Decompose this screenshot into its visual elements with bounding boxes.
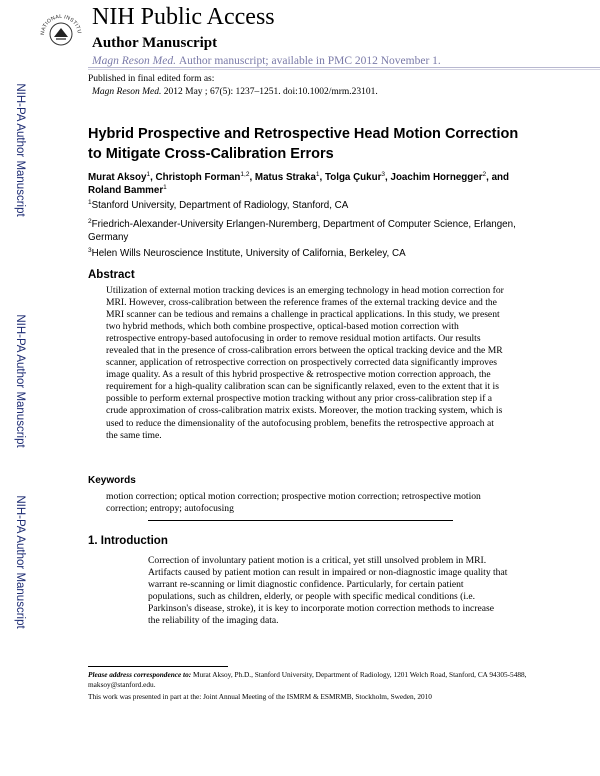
- header-availability-note: [92, 54, 441, 68]
- header-note-journal: Magn Reson Med.: [92, 55, 176, 67]
- author-separator: ,: [319, 172, 325, 183]
- publication-citation: [88, 86, 378, 99]
- article-title: Hybrid Prospective and Retrospective Head Motion Correction to Mitigate Cross-Calibration Errors: [88, 126, 519, 162]
- affiliation-2: [88, 218, 528, 244]
- affiliation-text: Helen Wills Neuroscience Institute, University of California, Berkeley, CA: [91, 248, 406, 259]
- affiliation-1: [88, 199, 528, 212]
- affiliation-number: 1: [88, 199, 92, 206]
- presentation-footnote: This work was presented in part at the: Joint Annual Meeting of the ISMRM & ESMRMB, Stockholm, Sweden, 2010: [88, 692, 432, 701]
- section-divider: [148, 520, 453, 521]
- affiliation-3: [88, 247, 528, 260]
- author-name: Joachim Hornegger: [390, 172, 483, 183]
- affiliation-text: Stanford University, Department of Radiology, Stanford, CA: [91, 200, 349, 211]
- header-rule-secondary: [88, 69, 600, 70]
- affiliation-text: Friedrich-Alexander-University Erlangen-Nuremberg, Department of Computer Science, Erlangen, Germany: [88, 219, 516, 243]
- publication-line1: Published in final edited form as:: [88, 74, 215, 84]
- header-title: NIH Public Access: [92, 4, 275, 30]
- correspondence-text: Murat Aksoy, Ph.D., Stanford University, Department of Radiology, 1201 Welch Road, Stanford, CA 94305-5488, maksoy@stanford.edu.: [88, 670, 527, 689]
- abstract-text: Utilization of external motion tracking devices is an emerging technology in head motion correction for MRI. However, cross-calibration between the reference frames of the external tracking device and the MRI scanner can be tedious and remains a challenge in practical applications. In this study, we present two hybrid methods, which both combine prospective, optical-based motion correction with retrospective entropy-based autofocusing in order to remove residual motion artifacts. Our results revealed that in the presence of cross-calibration errors between the optical tracking device and the MR scanner, application of retrospective correction on prospectively corrected data significantly improves image quality. As a result of this hybrid prospective & retrospective motion correction approach, the requirement for a high-quality calibration scan can be significantly relaxed, even to the extent that it is possible to perform external prospective motion tracking without any prior cross-calibration step if a crude approximation of cross-calibration matrix exists. Moreover, the motion tracking system, which is used to reduce the dimensionality of the autofocusing problem, benefits the retrospective approach at the same time.: [106, 285, 504, 441]
- author-affiliation-mark: 1: [163, 184, 167, 191]
- header-subtitle: Author Manuscript: [92, 35, 218, 51]
- nih-pa-sidebar: NIH-PA Author Manuscript NIH-PA Author Manuscript NIH-PA Author Manuscript: [14, 83, 26, 629]
- footnote-rule: [88, 666, 228, 667]
- author-affiliation-mark: 1,2: [240, 171, 250, 178]
- correspondence-label: Please address correspondence to:: [88, 670, 192, 679]
- correspondence-footnote: [88, 670, 538, 690]
- affiliation-number: 3: [88, 247, 92, 254]
- publication-journal: Magn Reson Med.: [92, 86, 162, 97]
- abstract-heading: Abstract: [88, 269, 135, 281]
- introduction-heading: 1. Introduction: [88, 535, 168, 547]
- author-separator: ,: [249, 172, 255, 183]
- author-affiliation-mark: 2: [482, 171, 487, 178]
- affiliation-number: 2: [88, 218, 92, 225]
- logo-text: NATIONAL INSTITU: [39, 13, 83, 36]
- author-affiliation-mark: 3: [381, 171, 386, 178]
- author-separator: ,: [385, 172, 391, 183]
- author-name: Matus Straka: [254, 172, 316, 183]
- header-note-text: Author manuscript; available in PMC 2012 November 1.: [178, 55, 441, 67]
- author-separator: , and: [486, 172, 510, 183]
- introduction-text: Correction of involuntary patient motion is a critical, yet still unsolved problem in MRI. Artifacts caused by patient motion can result in impaired or non-diagnostic image quality that warrant re-scanning or limit diagnostic confidence. Particularly, for certain patient populations, such as children, elderly, or people with specific medical conditions (i.e. Parkinson's disease, stroke), it is key to incorporate motion correction methods to increase the reliability of the imaging data.: [148, 555, 508, 626]
- author-affiliation-mark: 1: [315, 171, 320, 178]
- publication-info: [88, 73, 378, 98]
- publication-details: 2012 May ; 67(5): 1237–1251. doi:10.1002/mrm.23101.: [163, 86, 378, 97]
- author-separator: ,: [150, 172, 156, 183]
- author-name: Roland Bammer: [88, 185, 164, 196]
- header-rule: [88, 67, 600, 68]
- keywords-text: motion correction; optical motion correction; prospective motion correction; retrospective motion correction; entropy; autofocusing: [106, 491, 481, 514]
- author-list: [88, 171, 528, 197]
- author-name: Murat Aksoy: [88, 172, 147, 183]
- author-affiliation-mark: 1: [146, 171, 151, 178]
- author-name: Christoph Forman: [155, 172, 241, 183]
- author-name: Tolga Çukur: [324, 172, 382, 183]
- keywords-heading: Keywords: [88, 475, 136, 486]
- nih-logo-icon: [36, 8, 86, 58]
